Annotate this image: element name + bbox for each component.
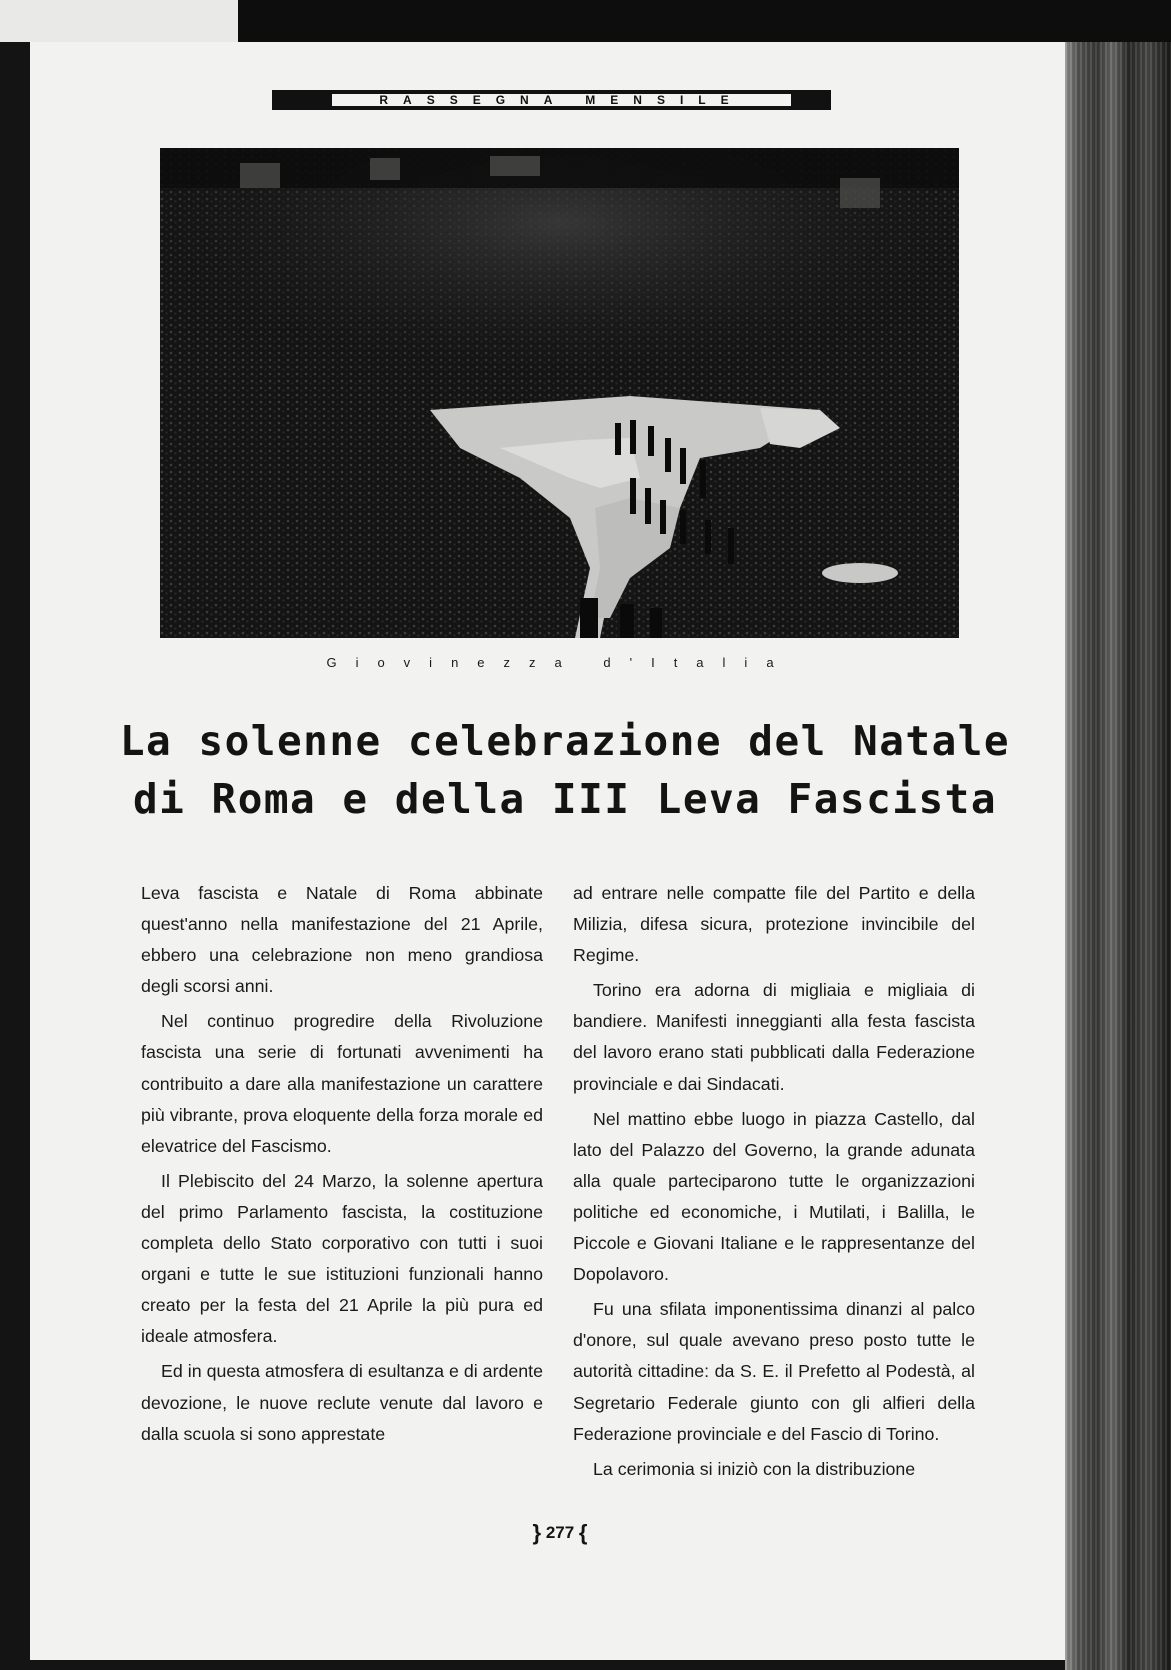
paragraph: Il Plebiscito del 24 Marzo, la solenne apertura del primo Parlamento fascista, la costituzione completa dello Stato corporativo con tutti i suoi organi e tutte le sue istituzioni funzionali hanno creato per la festa del 21 Aprile la più pura ed ideale atmosfera. xyxy=(141,1170,543,1347)
photo-caption: Giovinezza d'Italia xyxy=(326,655,793,670)
paragraph: ad entrare nelle compatte file del Partito e della Milizia, difesa sicura, protezione invincibile del Regime. xyxy=(573,883,975,966)
folio-ornament-right: { xyxy=(578,1520,588,1545)
paragraph: Torino era adorna di migliaia e migliaia di bandiere. Manifesti inneggianti alla festa fascista del lavoro erano stati pubblicati dalla Federazione provinciale e dai Sindacati. xyxy=(573,980,975,1094)
article-title xyxy=(100,712,1030,828)
page-number: 277 xyxy=(545,1523,575,1542)
crowd-photo-image xyxy=(160,148,959,638)
paragraph: Fu una sfilata imponentissima dinanzi al palco d'onore, sul quale avevano preso posto tutte le autorità cittadine: da S. E. il Prefetto al Podestà, al Segretario Federale giunto con gli alfieri della Federazione provinciale e del Fascio di Torino. xyxy=(573,1299,975,1444)
paragraph: Ed in questa atmosfera di esultanza e di ardente devozione, le nuove reclute venute dal lavoro e dalla scuola si sono apprestate xyxy=(141,1361,543,1444)
article-column-right xyxy=(573,878,975,1485)
running-header-title: RASSEGNA MENSILE xyxy=(379,93,744,107)
page-stack-edge xyxy=(1065,42,1171,1670)
article-title-line-2: di Roma e della III Leva Fascista xyxy=(132,775,998,823)
paragraph: Nel mattino ebbe luogo in piazza Castello, dal lato del Palazzo del Governo, la grande adunata alla quale parteciparono tutte le organizzazioni politiche ed economiche, i Mutilati, i Balilla, le Piccole e Giovani Italiane e le rappresentanze del Dopolavoro. xyxy=(573,1108,975,1285)
paragraph: Leva fascista e Natale di Roma abbinate quest'anno nella manifestazione del 21 Aprile, ebbero una celebrazione non meno grandiosa degli scorsi anni. xyxy=(141,883,543,997)
paragraph: Nel continuo progredire della Rivoluzione fascista una serie di fortunati avvenimenti ha contribuito a dare alla manifestazione un carattere più vibrante, prova eloquente della forza morale ed elevatrice del Fascismo. xyxy=(141,1011,543,1156)
paragraph: La cerimonia si iniziò con la distribuzione xyxy=(593,1458,916,1479)
folio-ornament-left: } xyxy=(532,1520,542,1545)
article-title-line-1: La solenne celebrazione del Natale xyxy=(119,717,1011,765)
crowd-photograph xyxy=(160,148,959,638)
scan-paper-tab xyxy=(0,0,238,42)
running-header xyxy=(272,90,831,110)
article-column-left xyxy=(141,878,543,1450)
page-number-folio xyxy=(480,1520,640,1546)
